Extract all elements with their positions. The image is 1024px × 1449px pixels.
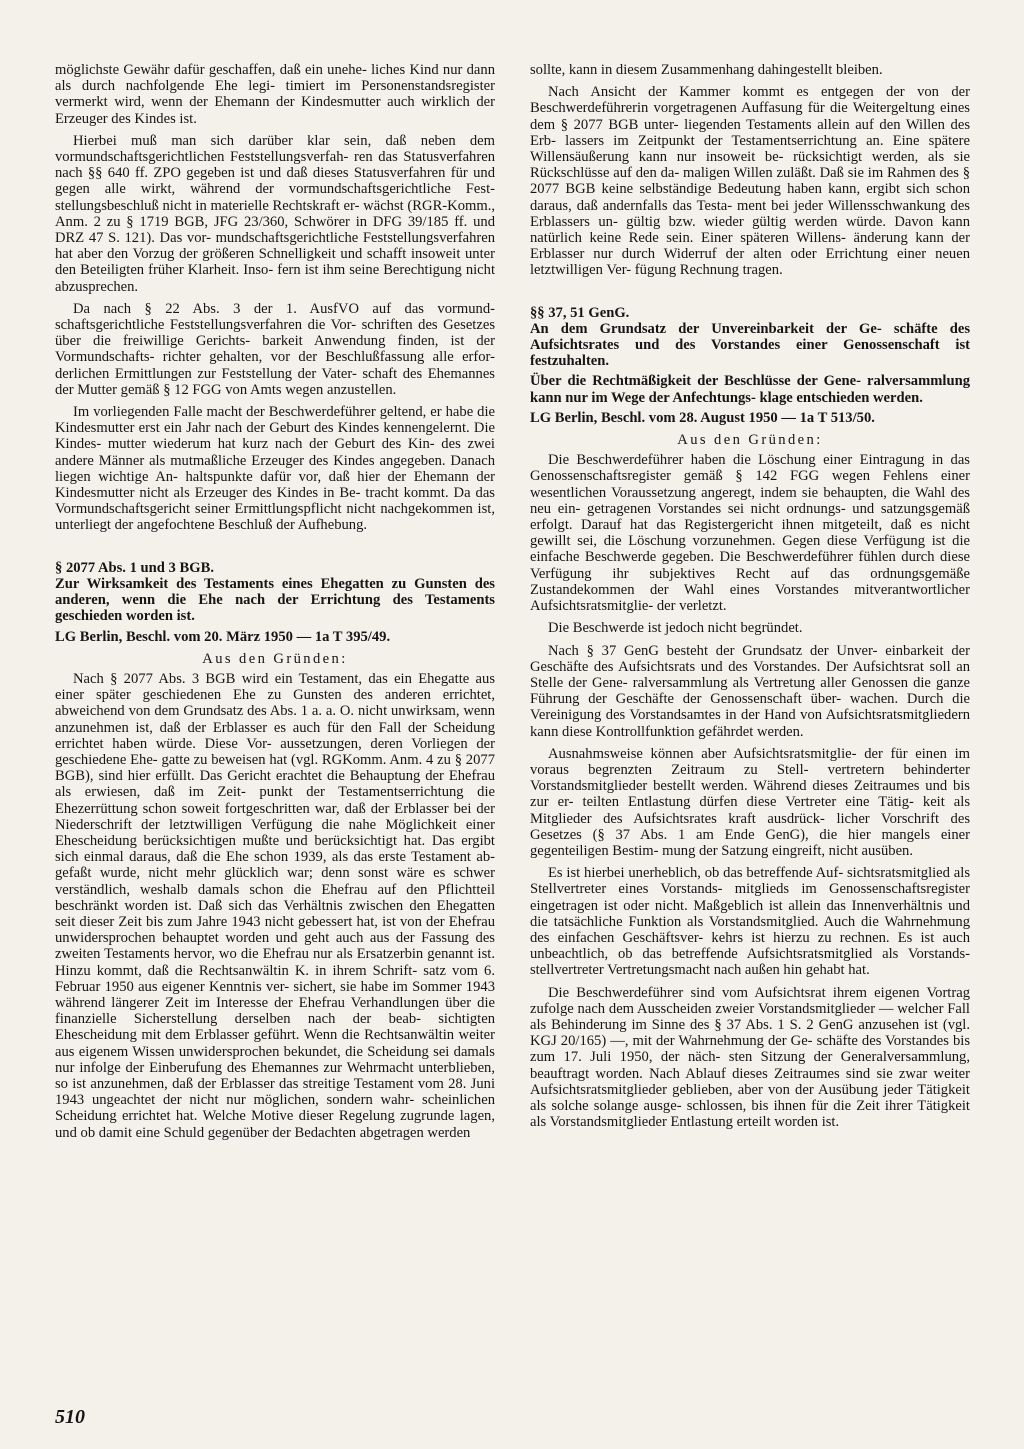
paragraph: Ausnahmsweise können aber Aufsichtsratsmitglie- der für einen im voraus begrenzten Zeitraum zu Stell- vertretern behinderter Vorstandsmitglieder bestellt werden. Während dieses Zeitraumes und bis zur er- teilten Entlastung dürfen diese Vertreter eine Tätig- keit als Mitglieder des Aufsichtsrates kraft ausdrück- licher Vorschrift des Gesetzes (§ 37 Abs. 1 am Ende GenG), die hier mangels einer gegenteiligen Bestim- mung der Satzung eingreift, nicht ausüben. — [530, 745, 970, 859]
right-column — [530, 62, 970, 1136]
headnote: An dem Grundsatz der Unvereinbarkeit der Ge- schäfte des Aufsichtsrates und des Vorstandes einer Genossenschaft ist festzuhalten. — [530, 320, 970, 370]
paragraph: Die Beschwerdeführer haben die Löschung einer Eintragung in das Genossenschaftsregister gemäß § 142 FGG wegen Fehlens einer wesentlichen Voraussetzung angeregt, indem sie behaupten, die Wahl des neu ein- getragenen Vorstandes sei nicht ordnungs- und satzungsgemäß erfolgt. Darauf hat das Registergericht ihnen mitgeteilt, daß es nicht gewillt sei, die Löschung vorzunehmen. Gegen diese Verfügung ist die einfache Beschwerde gegeben. Die Beschwerdeführer fühlen durch diese Verfügung ihr subjektives Recht auf das ordnungsgemäße Zustandekommen der Wahl eines Vorstandes mitverantwortlicher Aufsichtsratsmitglie- der verletzt. — [530, 452, 970, 615]
headnote: Zur Wirksamkeit des Testaments eines Ehegatten zu Gunsten des anderen, wenn die Ehe nach der Errichtung des Testaments geschieden worden ist. — [55, 575, 495, 625]
section-heading: §§ 37, 51 GenG. — [530, 304, 630, 321]
section-heading: § 2077 Abs. 1 und 3 BGB. — [55, 559, 214, 576]
paragraph: Nach § 37 GenG besteht der Grundsatz der Unver- einbarkeit der Geschäfte des Aufsichtsrats und des Vorstandes. Der Aufsichtsrat soll an Stelle der Gene- ralversammlung als Vertretung aller Genossen die ganze Führung der Geschäfte der Genossenschaft über- wachen. Durch die Vereinigung des Vorstandsamtes in der Hand von Aufsichtsratsmitgliedern kann diese Kontrollfunktion gefährdet werden. — [530, 642, 970, 740]
left-column — [55, 62, 495, 1147]
paragraph: Es ist hierbei unerheblich, ob das betreffende Auf- sichtsratsmitglied als Stellvertreter eines Vorstands- mitglieds im Genossenschaftsregister eingetragen ist oder nicht. Maßgeblich ist allein das Innenverhältnis und die tatsächliche Funktion als Vorstandsmitglied. Auch die Wahrnehmung des einfachen Geschäftsver- kehrs ist hierzu zu rechnen. Es ist auch unbeachtlich, ob das betreffende Aufsichtsratsmitglied als Vorstands- stellvertreter Vertretungsmacht nach außen hin gehabt hat. — [530, 865, 970, 979]
court-citation: LG Berlin, Beschl. vom 28. August 1950 — 1a T 513/50. — [530, 409, 875, 426]
page-number: 510 — [55, 1406, 85, 1428]
paragraph: Die Beschwerdeführer sind vom Aufsichtsrat ihrem eigenen Vortrag zufolge nach dem Ausscheiden zweier Vorstandsmitglieder — welcher Fall als Behinderung im Sinne des § 37 Abs. 1 S. 2 GenG anzusehen ist (vgl. KGJ 20/165) —, mit der Wahrnehmung der Ge- schäfte des Vorstandes bis zum 17. Juli 1950, der näch- sten Sitzung der Generalversammlung, beauftragt worden. Nach Ablauf dieses Zeitraumes sind sie zwar weiter Aufsichtsratsmitglieder geblieben, aber von der Ausübung jeder Tätigkeit als solche solange ausge- schlossen, bis ihnen für die Zeit ihrer Tätigkeit als Vorstandsmitglieder Entlastung erteilt worden ist. — [530, 984, 970, 1131]
decision-section-2077 — [55, 560, 495, 1141]
paragraph: Hierbei muß man sich darüber klar sein, daß neben dem vormundschaftsgerichtlichen Feststellungsverfah- ren das Statusverfahren nach §§ 640 ff. ZPO gegeben ist und daß dieses Statusverfahren für und gegen alle wirkt, während der vormundschaftsgerichtliche Fest- stellungsbeschluß nicht in materielle Rechtskraft er- wächst (RGR-Komm., Anm. 2 zu § 1719 BGB, JFG 23/360, Schwörer in DFG 39/185 ff. und DRZ 47 S. 121). Das vor- mundschaftsgerichtliche Feststellungsverfahren hat aber den Vorzug der größeren Schnelligkeit und schafft insoweit unter den Beteiligten früher Klarheit. Inso- fern ist ihm seine Berechtigung nicht abzusprechen. — [55, 132, 495, 295]
grounds-heading: Aus den Gründen: — [677, 432, 823, 449]
paragraph: sollte, kann in diesem Zusammenhang dahingestellt bleiben. — [530, 62, 883, 78]
paragraph: Die Beschwerde ist jedoch nicht begründet. — [548, 620, 803, 637]
paragraph: möglichste Gewähr dafür geschaffen, daß ein unehe- liches Kind nur dann als durch nachfolgende Ehe legi- timiert im Personenstandsregister vermerkt wird, wenn der Ehemann der Kindesmutter auch wirklich der Erzeuger des Kindes ist. — [55, 62, 495, 127]
grounds-heading: Aus den Gründen: — [202, 650, 348, 667]
paragraph: Im vorliegenden Falle macht der Beschwerdeführer geltend, er habe die Kindesmutter erst ein Jahr nach der Geburt des Kindes kennengelernt. Die Kindes- mutter wiederum hat kurz nach der Geburt des Kin- des zwei andere Männer als mutmaßliche Erzeuger des Kindes angegeben. Danach liegen wichtige An- haltspunkte dafür vor, daß hier der Ehemann der Kindesmutter nicht als Erzeuger des Kindes in Be- tracht kommt. Da das Vormundschaftsgericht seiner Ermittlungspflicht nicht nachgekommen ist, unterliegt der angefochtene Beschluß der Aufhebung. — [55, 404, 495, 534]
paragraph: Nach § 2077 Abs. 3 BGB wird ein Testament, das ein Ehegatte aus einer später geschiedenen Ehe zu Gunsten des anderen errichtet, abweichend von dem Grundsatz des Abs. 1 a. a. O. nicht unwirksam, wenn anzunehmen ist, daß der Erblasser es auch für den Fall der Scheidung errichtet haben würde. Diese Vor- aussetzungen, deren Vorliegen der geschiedene Ehe- gatte zu beweisen hat (vgl. RGKomm. Anm. 4 zu § 2077 BGB), sind hier erfüllt. Das Gericht erachtet die Behauptung der Ehefrau als erwiesen, daß im Zeit- punkt der Testamentserrichtung die Ehezerrüttung schon soweit fortgeschritten war, daß der Erblasser bei der Niederschrift der letztwilligen Verfügung die nahe Möglichkeit einer Ehescheidung berücksichtigen mußte und berücksichtigt hat. Das ergibt sich einmal daraus, daß die Ehe schon 1939, als das erste Testament ab- gefaßt wurde, nicht mehr glücklich war; denn sonst wäre es schwer verständlich, weshalb damals schon die Ehefrau auf den Pflichtteil beschränkt worden ist. Daß sich das Verhältnis zwischen den Ehegatten seit dieser Zeit bis zum Jahre 1943 nicht gebessert hat, ist von der Ehefrau unwidersprochen behauptet worden und geht auch aus der Fassung des zweiten Testaments hervor, wo die Ehefrau nur als Ersatzerbin genannt ist. Hinzu kommt, daß die Rechtsanwältin K. in ihrem Schrift- satz vom 6. Februar 1950 aus eigener Kenntnis ver- sichert, sie habe im Sommer 1943 während längerer Zeit im Interesse der Ehefrau Verhandlungen über die finanzielle Sicherstellung derselben nach der beab- sichtigten Ehescheidung mit dem Erblasser geführt. Wenn die Rechtsanwältin weiter aus eigenem Wissen unwidersprochen bekundet, die Scheidung sei damals nur infolge der Einberufung des Ehemannes zur Wehrmacht unterblieben, so ist anzunehmen, daß der Erblasser das streitige Testament vom 28. Juni 1943 ungeachtet der nicht nur möglichen, sondern wahr- scheinlichen Scheidung errichtet hat. Welche Motive dieser Regelung zugrunde lagen, und ob damit eine Schuld gegenüber der Bedachten abgetragen werden — [55, 670, 495, 1141]
paragraph: Da nach § 22 Abs. 3 der 1. AusfVO auf das vormund- schaftsgerichtliche Feststellungsverfahren die Vor- schriften des Gesetzes über die freiwillige Gerichts- barkeit Anwendung finden, ist der Vormundschafts- richter gehalten, vor der Beschlußfassung alle erfor- derlichen Ermittlungen zur Feststellung der Vater- schaft des Ehemannes der Mutter gemäß § 12 FGG von Amts wegen anzustellen. — [55, 300, 495, 398]
court-citation: LG Berlin, Beschl. vom 20. März 1950 — 1a T 395/49. — [55, 628, 391, 645]
decision-section-genG — [530, 305, 970, 1131]
paragraph: Nach Ansicht der Kammer kommt es entgegen der von der Beschwerdeführerin vorgetragenen Auffasung für die Weitergeltung eines dem § 2077 BGB unter- liegenden Testaments allein auf den Willen des Erb- lassers im Zeitpunkt der Testamentserrichtung an. Eine spätere Willensäußerung kann nur insoweit be- rücksichtigt werden, als sie Rückschlüsse auf den da- maligen Willen zuläßt. Daß sie im Rahmen des § 2077 BGB keine selbständige Bedeutung haben kann, ergibt sich schon daraus, daß andernfalls das Testa- ment bei jeder Willensschwankung des Erblassers un- gültig bzw. wieder gültig werden würde. Davon kann natürlich keine Rede sein. Einer späteren Willens- änderung kann der Erblasser nur durch Widerruf der alten oder Errichtung einer neuen letztwilligen Ver- fügung Rechnung tragen. — [530, 84, 970, 279]
headnote: Über die Rechtmäßigkeit der Beschlüsse der Gene- ralversammlung kann nur im Wege der Anfechtungs- klage entschieden werden. — [530, 373, 970, 406]
